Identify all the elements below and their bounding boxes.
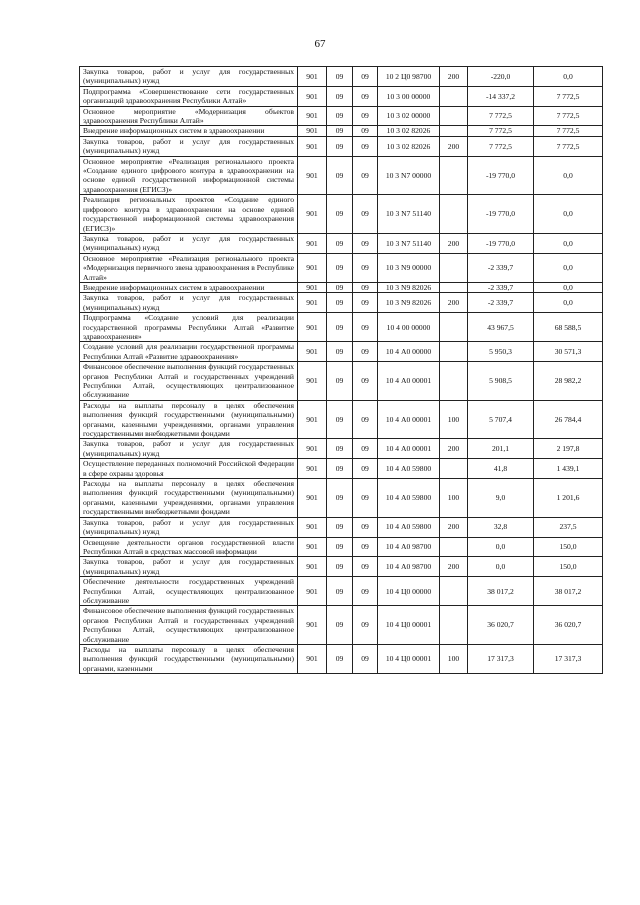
- target-article-code: 10 4 А0 59800: [378, 459, 440, 479]
- expense-type-code: [440, 156, 468, 195]
- amount-year-1: -14 337,2: [468, 86, 534, 106]
- target-article-code: 10 4 А0 98700: [378, 557, 440, 577]
- amount-year-1: -2 339,7: [468, 282, 534, 292]
- section-code: 09: [327, 577, 353, 606]
- section-code: 09: [327, 136, 353, 156]
- table-row: [80, 577, 603, 606]
- amount-year-2: 36 020,7: [534, 606, 603, 645]
- amount-year-1: 5 950,3: [468, 342, 534, 362]
- target-article-code: 10 4 Ц0 00001: [378, 606, 440, 645]
- expense-type-code: 200: [440, 233, 468, 253]
- section-code: 09: [327, 606, 353, 645]
- amount-year-1: 7 772,5: [468, 106, 534, 126]
- target-article-code: 10 3 N7 51140: [378, 195, 440, 234]
- table-row: [80, 313, 603, 342]
- row-name: Обеспечение деятельности государственных учреждений Республики Алтай, осуществляющих централизованное обслуживание: [80, 577, 298, 606]
- table-row: [80, 293, 603, 313]
- amount-year-1: 32,8: [468, 517, 534, 537]
- row-name: Основное мероприятие «Реализация регионального проекта «Создание единого цифрового контура в здравоохранении на основе единой государственной информационной системы здравоохранения (ЕГИСЗ)»: [80, 156, 298, 195]
- subsection-code: 09: [353, 537, 378, 557]
- expense-type-code: [440, 86, 468, 106]
- expense-type-code: 200: [440, 557, 468, 577]
- table-body: [80, 67, 603, 674]
- target-article-code: 10 4 А0 00001: [378, 400, 440, 439]
- section-code: 09: [327, 362, 353, 401]
- page-number: 67: [314, 38, 326, 50]
- target-article-code: 10 4 Ц0 00001: [378, 644, 440, 673]
- section-code: 09: [327, 86, 353, 106]
- expense-type-code: [440, 577, 468, 606]
- amount-year-2: 17 317,3: [534, 644, 603, 673]
- row-name: Внедрение информационных систем в здравоохранении: [80, 282, 298, 292]
- section-code: 09: [327, 253, 353, 282]
- section-code: 09: [327, 517, 353, 537]
- subsection-code: 09: [353, 313, 378, 342]
- row-name: Закупка товаров, работ и услуг для государственных (муниципальных) нужд: [80, 136, 298, 156]
- table-row: [80, 106, 603, 126]
- subsection-code: 09: [353, 293, 378, 313]
- table-row: [80, 195, 603, 234]
- amount-year-2: 150,0: [534, 537, 603, 557]
- grbs-code: 901: [298, 67, 327, 87]
- amount-year-2: 30 571,3: [534, 342, 603, 362]
- table-row: [80, 86, 603, 106]
- target-article-code: 10 4 00 00000: [378, 313, 440, 342]
- section-code: 09: [327, 537, 353, 557]
- amount-year-1: -19 770,0: [468, 156, 534, 195]
- target-article-code: 10 3 N9 82026: [378, 293, 440, 313]
- grbs-code: 901: [298, 459, 327, 479]
- section-code: 09: [327, 644, 353, 673]
- expense-type-code: [440, 195, 468, 234]
- section-code: 09: [327, 293, 353, 313]
- expense-type-code: [440, 253, 468, 282]
- expense-type-code: 200: [440, 517, 468, 537]
- amount-year-1: -19 770,0: [468, 233, 534, 253]
- row-name: Подпрограмма «Создание условий для реализации государственной программы Республики Алтай «Развитие здравоохранения»: [80, 313, 298, 342]
- row-name: Осуществление переданных полномочий Российской Федерации в сфере охраны здоровья: [80, 459, 298, 479]
- amount-year-2: 28 982,2: [534, 362, 603, 401]
- subsection-code: 09: [353, 606, 378, 645]
- subsection-code: 09: [353, 644, 378, 673]
- subsection-code: 09: [353, 517, 378, 537]
- amount-year-2: 0,0: [534, 67, 603, 87]
- amount-year-1: -2 339,7: [468, 293, 534, 313]
- amount-year-2: 2 197,8: [534, 439, 603, 459]
- target-article-code: 10 3 N7 00000: [378, 156, 440, 195]
- target-article-code: 10 3 02 82026: [378, 136, 440, 156]
- grbs-code: 901: [298, 606, 327, 645]
- grbs-code: 901: [298, 86, 327, 106]
- row-name: Закупка товаров, работ и услуг для государственных (муниципальных) нужд: [80, 293, 298, 313]
- section-code: 09: [327, 400, 353, 439]
- subsection-code: 09: [353, 136, 378, 156]
- row-name: Внедрение информационных систем в здравоохранении: [80, 126, 298, 136]
- budget-table: [79, 66, 603, 674]
- target-article-code: 10 4 Ц0 00000: [378, 577, 440, 606]
- row-name: Реализация региональных проектов «Создание единого цифрового контура в здравоохранении на основе единой государственной информационной системы здравоохранения (ЕГИСЗ)»: [80, 195, 298, 234]
- table-row: [80, 479, 603, 518]
- expense-type-code: 200: [440, 293, 468, 313]
- grbs-code: 901: [298, 537, 327, 557]
- grbs-code: 901: [298, 233, 327, 253]
- subsection-code: 09: [353, 233, 378, 253]
- section-code: 09: [327, 282, 353, 292]
- subsection-code: 09: [353, 362, 378, 401]
- section-code: 09: [327, 557, 353, 577]
- amount-year-1: 5 908,5: [468, 362, 534, 401]
- section-code: 09: [327, 195, 353, 234]
- grbs-code: 901: [298, 293, 327, 313]
- amount-year-2: 0,0: [534, 293, 603, 313]
- grbs-code: 901: [298, 557, 327, 577]
- subsection-code: 09: [353, 282, 378, 292]
- amount-year-2: 1 201,6: [534, 479, 603, 518]
- amount-year-2: 26 784,4: [534, 400, 603, 439]
- target-article-code: 10 4 А0 98700: [378, 537, 440, 557]
- target-article-code: 10 4 А0 00001: [378, 362, 440, 401]
- subsection-code: 09: [353, 400, 378, 439]
- grbs-code: 901: [298, 106, 327, 126]
- subsection-code: 09: [353, 253, 378, 282]
- grbs-code: 901: [298, 195, 327, 234]
- row-name: Расходы на выплаты персоналу в целях обеспечения выполнения функций государственными (муниципальными) органами, казенными: [80, 644, 298, 673]
- amount-year-1: 7 772,5: [468, 126, 534, 136]
- subsection-code: 09: [353, 577, 378, 606]
- table-row: [80, 126, 603, 136]
- expense-type-code: [440, 106, 468, 126]
- row-name: Закупка товаров, работ и услуг для государственных (муниципальных) нужд: [80, 439, 298, 459]
- grbs-code: 901: [298, 517, 327, 537]
- subsection-code: 09: [353, 106, 378, 126]
- expense-type-code: [440, 126, 468, 136]
- row-name: Расходы на выплаты персоналу в целях обеспечения выполнения функций государственными (муниципальными) органами, казенными учреждениями, органами управления государственными внебюджетными фондами: [80, 400, 298, 439]
- expense-type-code: [440, 362, 468, 401]
- table-row: [80, 342, 603, 362]
- grbs-code: 901: [298, 313, 327, 342]
- expense-type-code: [440, 537, 468, 557]
- row-name: Создание условий для реализации государственной программы Республики Алтай «Развитие здравоохранения»: [80, 342, 298, 362]
- section-code: 09: [327, 459, 353, 479]
- row-name: Подпрограмма «Совершенствование сети государственных организаций здравоохранения Республики Алтай»: [80, 86, 298, 106]
- table-row: [80, 517, 603, 537]
- amount-year-1: 5 707,4: [468, 400, 534, 439]
- section-code: 09: [327, 439, 353, 459]
- target-article-code: 10 4 А0 00000: [378, 342, 440, 362]
- expense-type-code: [440, 459, 468, 479]
- subsection-code: 09: [353, 342, 378, 362]
- subsection-code: 09: [353, 439, 378, 459]
- amount-year-2: 7 772,5: [534, 126, 603, 136]
- target-article-code: 10 4 А0 59800: [378, 517, 440, 537]
- amount-year-1: 41,8: [468, 459, 534, 479]
- row-name: Закупка товаров, работ и услуг для государственных (муниципальных) нужд: [80, 517, 298, 537]
- amount-year-2: 7 772,5: [534, 86, 603, 106]
- amount-year-2: 7 772,5: [534, 106, 603, 126]
- grbs-code: 901: [298, 253, 327, 282]
- expense-type-code: 200: [440, 136, 468, 156]
- amount-year-2: 1 439,1: [534, 459, 603, 479]
- row-name: Финансовое обеспечение выполнения функций государственных органов Республики Алтай и государственных учреждений Республики Алтай, осуществляющих централизованное обслуживание: [80, 362, 298, 401]
- row-name: Закупка товаров, работ и услуг для государственных (муниципальных) нужд: [80, 233, 298, 253]
- row-name: Закупка товаров, работ и услуг для государственных (муниципальных) нужд: [80, 67, 298, 87]
- row-name: Основное мероприятие «Модернизация объектов здравоохранения Республики Алтай»: [80, 106, 298, 126]
- grbs-code: 901: [298, 577, 327, 606]
- amount-year-2: 7 772,5: [534, 136, 603, 156]
- amount-year-2: 237,5: [534, 517, 603, 537]
- amount-year-1: 17 317,3: [468, 644, 534, 673]
- amount-year-2: 0,0: [534, 195, 603, 234]
- amount-year-2: 0,0: [534, 253, 603, 282]
- table-row: [80, 459, 603, 479]
- table-row: [80, 156, 603, 195]
- target-article-code: 10 2 Ц0 98700: [378, 67, 440, 87]
- subsection-code: 09: [353, 156, 378, 195]
- table-row: [80, 136, 603, 156]
- section-code: 09: [327, 313, 353, 342]
- grbs-code: 901: [298, 126, 327, 136]
- expense-type-code: [440, 313, 468, 342]
- target-article-code: 10 3 02 82026: [378, 126, 440, 136]
- amount-year-1: 43 967,5: [468, 313, 534, 342]
- table-row: [80, 67, 603, 87]
- subsection-code: 09: [353, 86, 378, 106]
- amount-year-2: 0,0: [534, 156, 603, 195]
- table-row: [80, 362, 603, 401]
- table-row: [80, 253, 603, 282]
- subsection-code: 09: [353, 479, 378, 518]
- subsection-code: 09: [353, 195, 378, 234]
- expense-type-code: 200: [440, 67, 468, 87]
- grbs-code: 901: [298, 342, 327, 362]
- expense-type-code: 100: [440, 479, 468, 518]
- row-name: Основное мероприятие «Реализация регионального проекта «Модернизация первичного звена здравоохранения в Республике Алтай»: [80, 253, 298, 282]
- amount-year-1: 9,0: [468, 479, 534, 518]
- section-code: 09: [327, 233, 353, 253]
- expense-type-code: 100: [440, 644, 468, 673]
- amount-year-2: 150,0: [534, 557, 603, 577]
- target-article-code: 10 4 А0 59800: [378, 479, 440, 518]
- grbs-code: 901: [298, 400, 327, 439]
- table-row: [80, 282, 603, 292]
- expense-type-code: 100: [440, 400, 468, 439]
- grbs-code: 901: [298, 479, 327, 518]
- table-row: [80, 439, 603, 459]
- row-name: Освещение деятельности органов государственной власти Республики Алтай в средствах массовой информации: [80, 537, 298, 557]
- section-code: 09: [327, 67, 353, 87]
- amount-year-1: 0,0: [468, 537, 534, 557]
- amount-year-1: 38 017,2: [468, 577, 534, 606]
- amount-year-2: 0,0: [534, 282, 603, 292]
- table-row: [80, 606, 603, 645]
- expense-type-code: 200: [440, 439, 468, 459]
- subsection-code: 09: [353, 67, 378, 87]
- section-code: 09: [327, 479, 353, 518]
- section-code: 09: [327, 156, 353, 195]
- grbs-code: 901: [298, 282, 327, 292]
- section-code: 09: [327, 106, 353, 126]
- section-code: 09: [327, 342, 353, 362]
- amount-year-2: 38 017,2: [534, 577, 603, 606]
- target-article-code: 10 3 N9 82026: [378, 282, 440, 292]
- target-article-code: 10 3 N9 00000: [378, 253, 440, 282]
- table-row: [80, 233, 603, 253]
- amount-year-1: 201,1: [468, 439, 534, 459]
- row-name: Финансовое обеспечение выполнения функций государственных органов Республики Алтай и государственных учреждений Республики Алтай, осуществляющих централизованное обслуживание: [80, 606, 298, 645]
- amount-year-1: -2 339,7: [468, 253, 534, 282]
- section-code: 09: [327, 126, 353, 136]
- subsection-code: 09: [353, 557, 378, 577]
- row-name: Расходы на выплаты персоналу в целях обеспечения выполнения функций государственными (муниципальными) органами, казенными учреждениями, органами управления государственными внебюджетными фондами: [80, 479, 298, 518]
- expense-type-code: [440, 342, 468, 362]
- subsection-code: 09: [353, 126, 378, 136]
- amount-year-1: -19 770,0: [468, 195, 534, 234]
- amount-year-2: 0,0: [534, 233, 603, 253]
- table-row: [80, 557, 603, 577]
- amount-year-1: 36 020,7: [468, 606, 534, 645]
- grbs-code: 901: [298, 362, 327, 401]
- table-row: [80, 400, 603, 439]
- row-name: Закупка товаров, работ и услуг для государственных (муниципальных) нужд: [80, 557, 298, 577]
- table-row: [80, 644, 603, 673]
- expense-type-code: [440, 606, 468, 645]
- amount-year-1: 7 772,5: [468, 136, 534, 156]
- target-article-code: 10 3 00 00000: [378, 86, 440, 106]
- amount-year-2: 68 588,5: [534, 313, 603, 342]
- amount-year-1: 0,0: [468, 557, 534, 577]
- expense-type-code: [440, 282, 468, 292]
- grbs-code: 901: [298, 439, 327, 459]
- grbs-code: 901: [298, 644, 327, 673]
- subsection-code: 09: [353, 459, 378, 479]
- table-row: [80, 537, 603, 557]
- grbs-code: 901: [298, 156, 327, 195]
- target-article-code: 10 4 А0 00001: [378, 439, 440, 459]
- target-article-code: 10 3 02 00000: [378, 106, 440, 126]
- grbs-code: 901: [298, 136, 327, 156]
- target-article-code: 10 3 N7 51140: [378, 233, 440, 253]
- amount-year-1: -220,0: [468, 67, 534, 87]
